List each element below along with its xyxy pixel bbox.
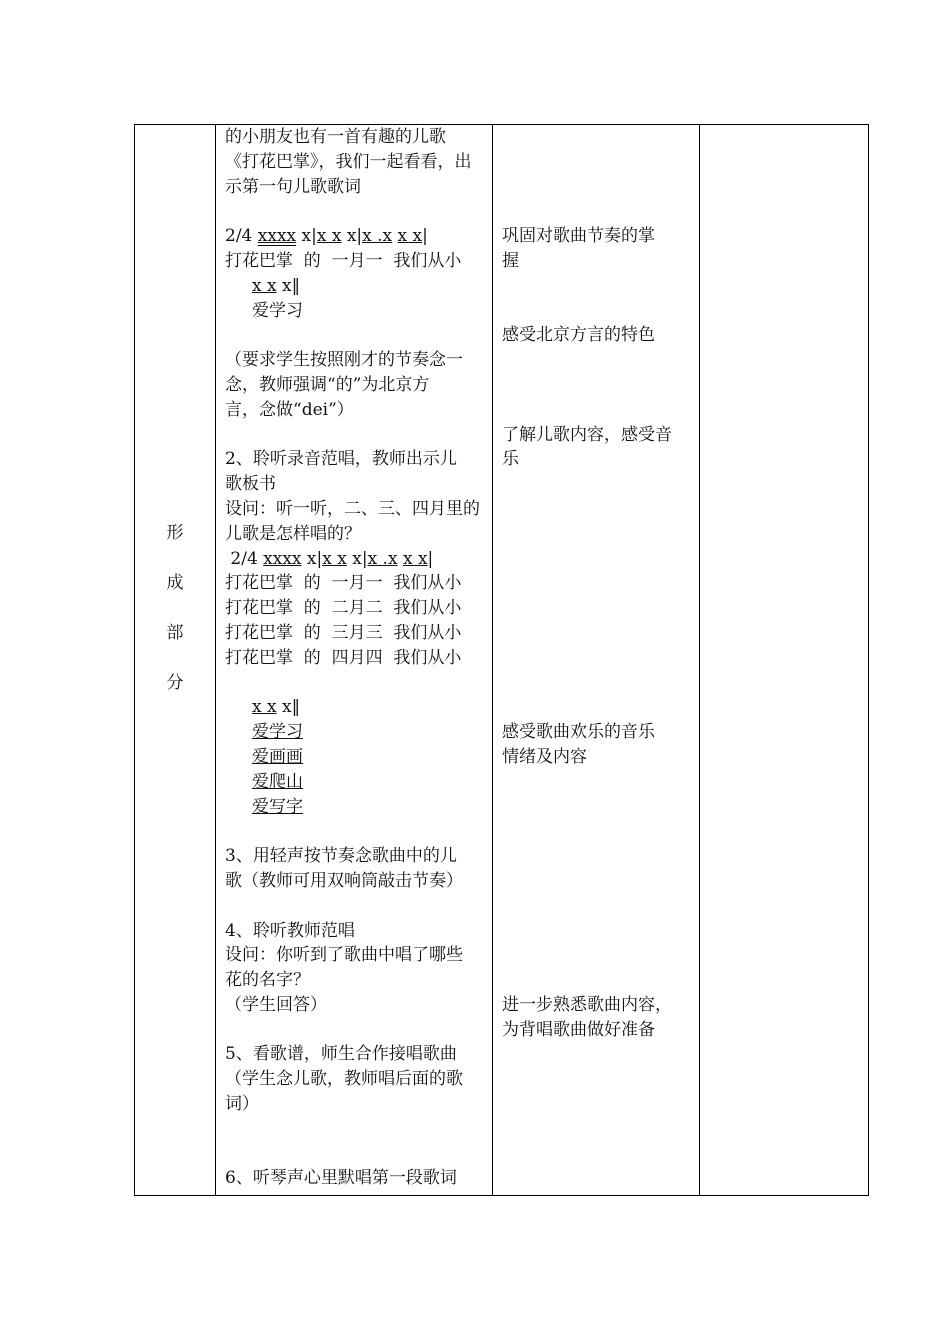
purpose-line: 巩固对歌曲节奏的掌 <box>502 226 655 247</box>
note-line: （要求学生按照刚才的节奏念一 <box>225 350 463 371</box>
rhythm-line: 2/4 xxxx x|x x x|x .x x x| <box>225 226 428 247</box>
step-line: 2、聆听录音范唱，教师出示儿 <box>225 449 457 470</box>
purpose-line: 了解儿歌内容，感受音 <box>502 424 672 445</box>
purpose-line: 乐 <box>502 449 519 470</box>
section-char: 形 <box>166 523 184 543</box>
step-line: （学生回答） <box>225 994 327 1015</box>
section-label <box>135 508 215 708</box>
step-line: 设问：你听到了歌曲中唱了哪些 <box>225 945 463 966</box>
lyric-tail: 爱学习 <box>252 300 303 321</box>
step-line: 花的名字？ <box>225 970 310 991</box>
section-char: 分 <box>166 673 184 693</box>
lyric-tail: 爱画画 <box>252 746 303 767</box>
purpose-line: 感受歌曲欢乐的音乐 <box>502 722 655 743</box>
rhythm-tail: x x x‖ <box>252 697 301 718</box>
remarks-cell <box>700 125 869 1196</box>
table-row <box>135 125 869 1196</box>
step-line: 5、看歌谱，师生合作接唱歌曲 <box>225 1044 457 1065</box>
purpose-cell <box>493 125 700 1196</box>
step-line: 6、听琴声心里默唱第一段歌词 <box>225 1168 457 1189</box>
intro-line: 《打花巴掌》，我们一起看看，出 <box>225 151 472 172</box>
step-line: 词） <box>225 1094 259 1115</box>
lyric-line: 打花巴掌 的 一月一 我们从小 <box>225 573 462 594</box>
note-line: 念，教师强调“的”为北京方 <box>225 374 430 395</box>
section-cell <box>135 125 216 1196</box>
purpose-line: 进一步熟悉歌曲内容， <box>502 994 672 1015</box>
step-line: 歌板书 <box>225 474 276 495</box>
section-char: 成 <box>166 573 184 593</box>
step-line: 4、聆听教师范唱 <box>225 920 355 941</box>
content-cell <box>216 125 493 1196</box>
lesson-table <box>134 124 869 1196</box>
lyric-tail: 爱爬山 <box>252 771 303 792</box>
lyric-line: 打花巴掌 的 二月二 我们从小 <box>225 598 462 619</box>
rhythm-tail: x x x‖ <box>252 275 301 296</box>
rhythm-line: 2/4 xxxx x|x x x|x .x x x| <box>225 548 434 569</box>
note-line: 言，念做“dei”） <box>225 399 354 420</box>
step-line: 3、用轻声按节奏念歌曲中的儿 <box>225 846 457 867</box>
step-line: 设问：听一听，二、三、四月里的 <box>225 498 480 519</box>
lyric-line: 打花巴掌 的 一月一 我们从小 <box>225 250 462 271</box>
purpose-line: 为背唱歌曲做好准备 <box>502 1019 655 1040</box>
section-char: 部 <box>166 623 184 643</box>
intro-line: 的小朋友也有一首有趣的儿歌 <box>225 127 446 147</box>
step-line: （学生念儿歌，教师唱后面的歌 <box>225 1069 463 1090</box>
purpose-line: 情绪及内容 <box>502 746 587 767</box>
purpose-line: 握 <box>502 250 519 271</box>
lyric-line: 打花巴掌 的 四月四 我们从小 <box>225 647 462 668</box>
purpose-line: 感受北京方言的特色 <box>502 325 655 346</box>
step-line: 歌（教师可用双响筒敲击节奏） <box>225 870 463 891</box>
intro-line: 示第一句儿歌歌词 <box>225 176 361 197</box>
step-line: 儿歌是怎样唱的？ <box>225 523 361 544</box>
lyric-tail: 爱写字 <box>252 796 303 817</box>
lyric-tail: 爱学习 <box>252 722 303 743</box>
lyric-line: 打花巴掌 的 三月三 我们从小 <box>225 622 462 643</box>
